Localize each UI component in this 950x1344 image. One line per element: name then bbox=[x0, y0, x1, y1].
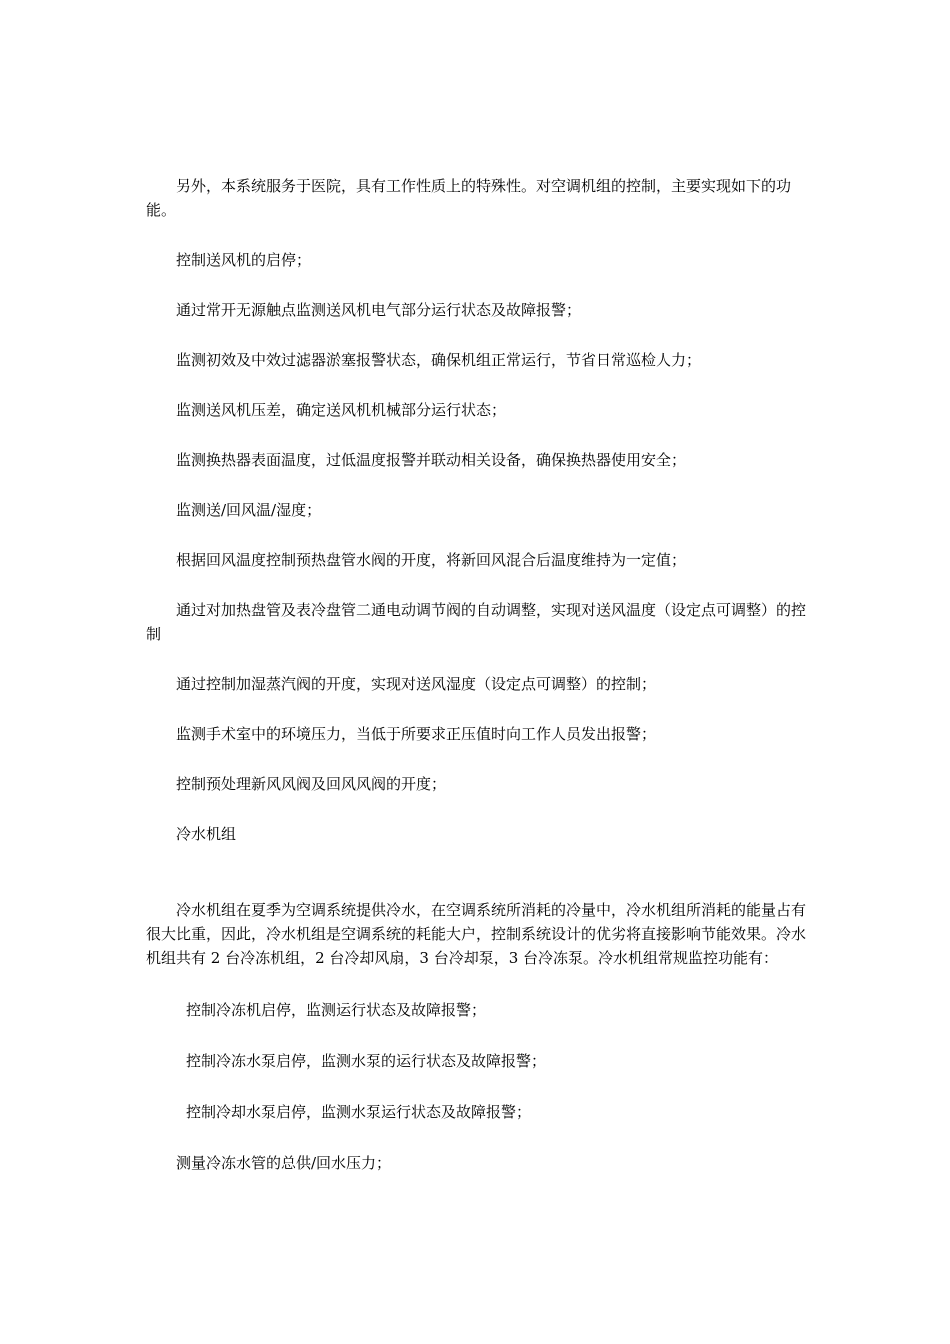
document-page bbox=[146, 174, 818, 1175]
chiller-item: 测量冷冻水管的总供/回水压力； bbox=[176, 1154, 392, 1172]
chiller-item: 控制冷冻机启停，监测运行状态及故障报警； bbox=[186, 1001, 487, 1019]
function-item: 监测送/回风温/湿度； bbox=[176, 501, 322, 519]
function-item: 控制送风机的启停； bbox=[176, 251, 312, 269]
function-item: 通过常开无源触点监测送风机电气部分运行状态及故障报警； bbox=[176, 301, 582, 319]
chiller-paragraph: 冷水机组在夏季为空调系统提供冷水，在空调系统所消耗的冷量中，冷水机组所消耗的能量占有很大比重，因此，冷水机组是空调系统的耗能大户，控制系统设计的优劣将直接影响节能效果。冷水机组共有 2 台冷冻机组，2 台冷却风扇，3 台冷却泵，3 台冷冻泵。冷水机组常规监控功能有： bbox=[146, 901, 807, 967]
intro-paragraph: 另外，本系统服务于医院，具有工作性质上的特殊性。对空调机组的控制，主要实现如下的功能。 bbox=[146, 177, 792, 219]
function-item: 监测换热器表面温度，过低温度报警并联动相关设备，确保换热器使用安全； bbox=[176, 451, 687, 469]
chiller-item: 控制冷冻水泵启停，监测水泵的运行状态及故障报警； bbox=[186, 1052, 547, 1070]
function-item: 通过对加热盘管及表冷盘管二通电动调节阀的自动调整，实现对送风温度（设定点可调整）的控制 bbox=[146, 601, 807, 643]
section-heading: 冷水机组 bbox=[176, 825, 237, 843]
function-item: 监测送风机压差，确定送风机机械部分运行状态； bbox=[176, 401, 507, 419]
function-item: 监测初效及中效过滤器淤塞报警状态，确保机组正常运行，节省日常巡检人力； bbox=[176, 351, 702, 369]
function-item: 根据回风温度控制预热盘管水阀的开度，将新回风混合后温度维持为一定值； bbox=[176, 551, 687, 569]
chiller-item: 控制冷却水泵启停，监测水泵运行状态及故障报警； bbox=[186, 1103, 532, 1121]
function-item: 通过控制加湿蒸汽阀的开度，实现对送风湿度（设定点可调整）的控制； bbox=[176, 675, 657, 693]
function-item: 控制预处理新风风阀及回风风阀的开度； bbox=[176, 775, 447, 793]
function-item: 监测手术室中的环境压力，当低于所要求正压值时向工作人员发出报警； bbox=[176, 725, 657, 743]
